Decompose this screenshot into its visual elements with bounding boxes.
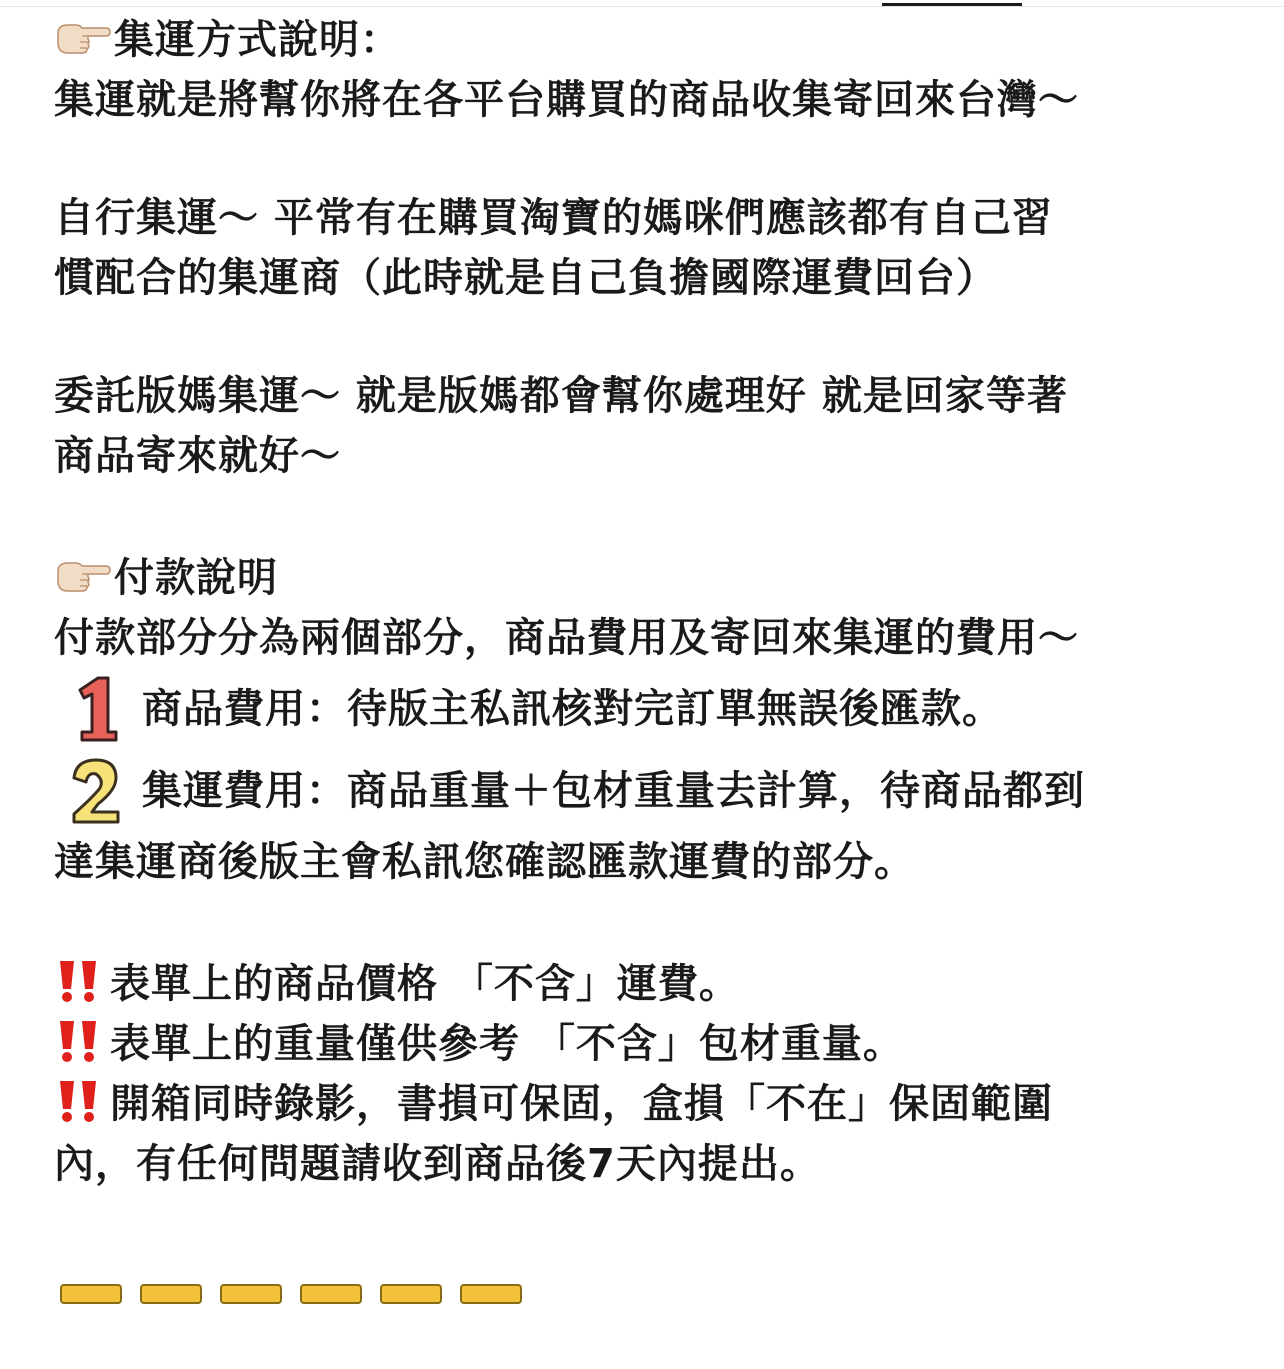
double-exclamation-icon [54,1079,104,1123]
dash-segment [460,1284,522,1304]
payment-heading [54,548,1234,608]
dash-segment [300,1284,362,1304]
shipping-intro-text: 集運就是將幫你將在各平台購買的商品收集寄回來台灣～ [54,77,1079,123]
item-text: 集運費用：商品重量＋包材重量去計算，待商品都到 [142,768,1085,814]
number-two-icon [66,756,128,826]
notice-text: 表單上的重量僅供參考 「不含」包材重量。 [110,1021,904,1067]
notice-text: 表單上的商品價格 「不含」運費。 [110,961,740,1007]
payment-intro-text: 付款部分分為兩個部分，商品費用及寄回來集運的費用～ [54,615,1079,661]
dash-segment [220,1284,282,1304]
notice-price-excludes-shipping [54,954,1234,1014]
heading-text: 集運方式說明： [114,17,401,63]
self-shipping-text-line2: 慣配合的集運商（此時就是自己負擔國際運費回台） [54,255,997,301]
yellow-dash-divider [60,1284,522,1304]
payment-item-1 [54,668,1234,750]
pointing-hand-icon [54,21,112,55]
dash-segment [380,1284,442,1304]
double-exclamation-icon [54,1019,104,1063]
heading-text: 付款說明 [114,555,278,601]
notice-text: 開箱同時錄影，書損可保固，盒損「不在」保固範圍 [110,1081,1053,1127]
item-text: 商品費用：待版主私訊核對完訂單無誤後匯款。 [142,686,1003,732]
dash-segment [140,1284,202,1304]
dash-segment [60,1284,122,1304]
entrust-shipping-text-line2: 商品寄來就好～ [54,433,341,479]
notice-weight-reference [54,1014,1234,1074]
entrust-shipping-text-line1: 委託版媽集運～ 就是版媽都會幫你處理好 就是回家等著 [54,373,1068,419]
shipping-method-heading [54,10,1234,70]
pointing-hand-icon [54,559,112,593]
scroll-indicator [882,3,1022,6]
number-one-icon [66,674,128,744]
notice-unboxing-video [54,1074,1234,1134]
post-body [54,10,1234,1194]
payment-item-2 [54,750,1234,832]
notice-unboxing-video-continued: 內，有任何問題請收到商品後7天內提出。 [54,1141,821,1187]
top-divider-line [0,6,1284,7]
payment-item-2-continued: 達集運商後版主會私訊您確認匯款運費的部分。 [54,839,915,885]
double-exclamation-icon [54,959,104,1003]
self-shipping-text-line1: 自行集運～ 平常有在購買淘寶的媽咪們應該都有自己習 [54,195,1053,241]
